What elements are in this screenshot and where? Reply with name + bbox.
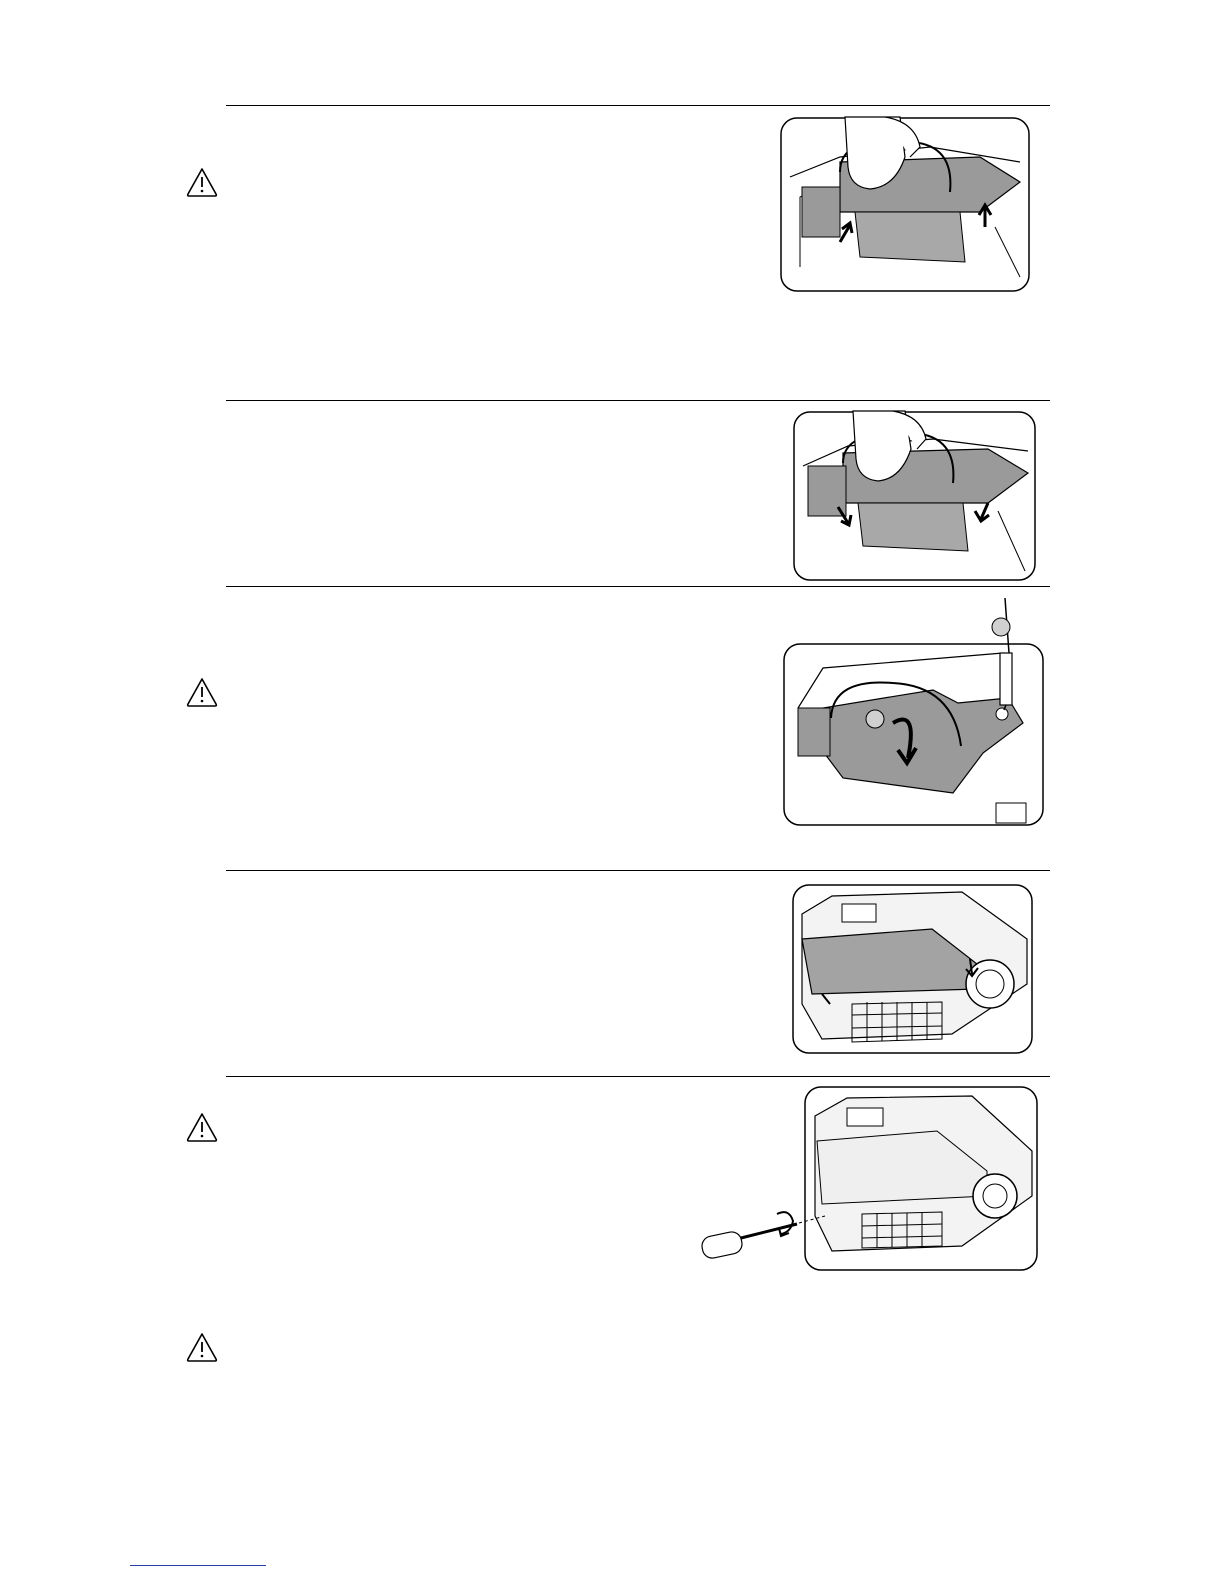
figure-lamp-insert (780, 117, 1030, 292)
footer-link-underline[interactable] (130, 1565, 266, 1566)
section-divider-step-2 (226, 400, 1050, 401)
caution-triangle-icon (186, 167, 218, 197)
section-divider-step-3 (226, 586, 1050, 587)
figure-lamp-screw-tighten (783, 598, 1045, 826)
figure-lamp-cover-replace (792, 884, 1033, 1054)
section-divider-step-4 (226, 870, 1050, 871)
section-divider-step-1 (226, 105, 1050, 106)
caution-triangle-icon (186, 677, 218, 707)
figure-cover-screw-tighten (697, 1086, 1039, 1272)
figure-lamp-press-down (793, 411, 1036, 581)
section-divider-step-5 (226, 1076, 1050, 1077)
caution-triangle-icon (186, 1332, 218, 1362)
caution-triangle-icon (186, 1112, 218, 1142)
